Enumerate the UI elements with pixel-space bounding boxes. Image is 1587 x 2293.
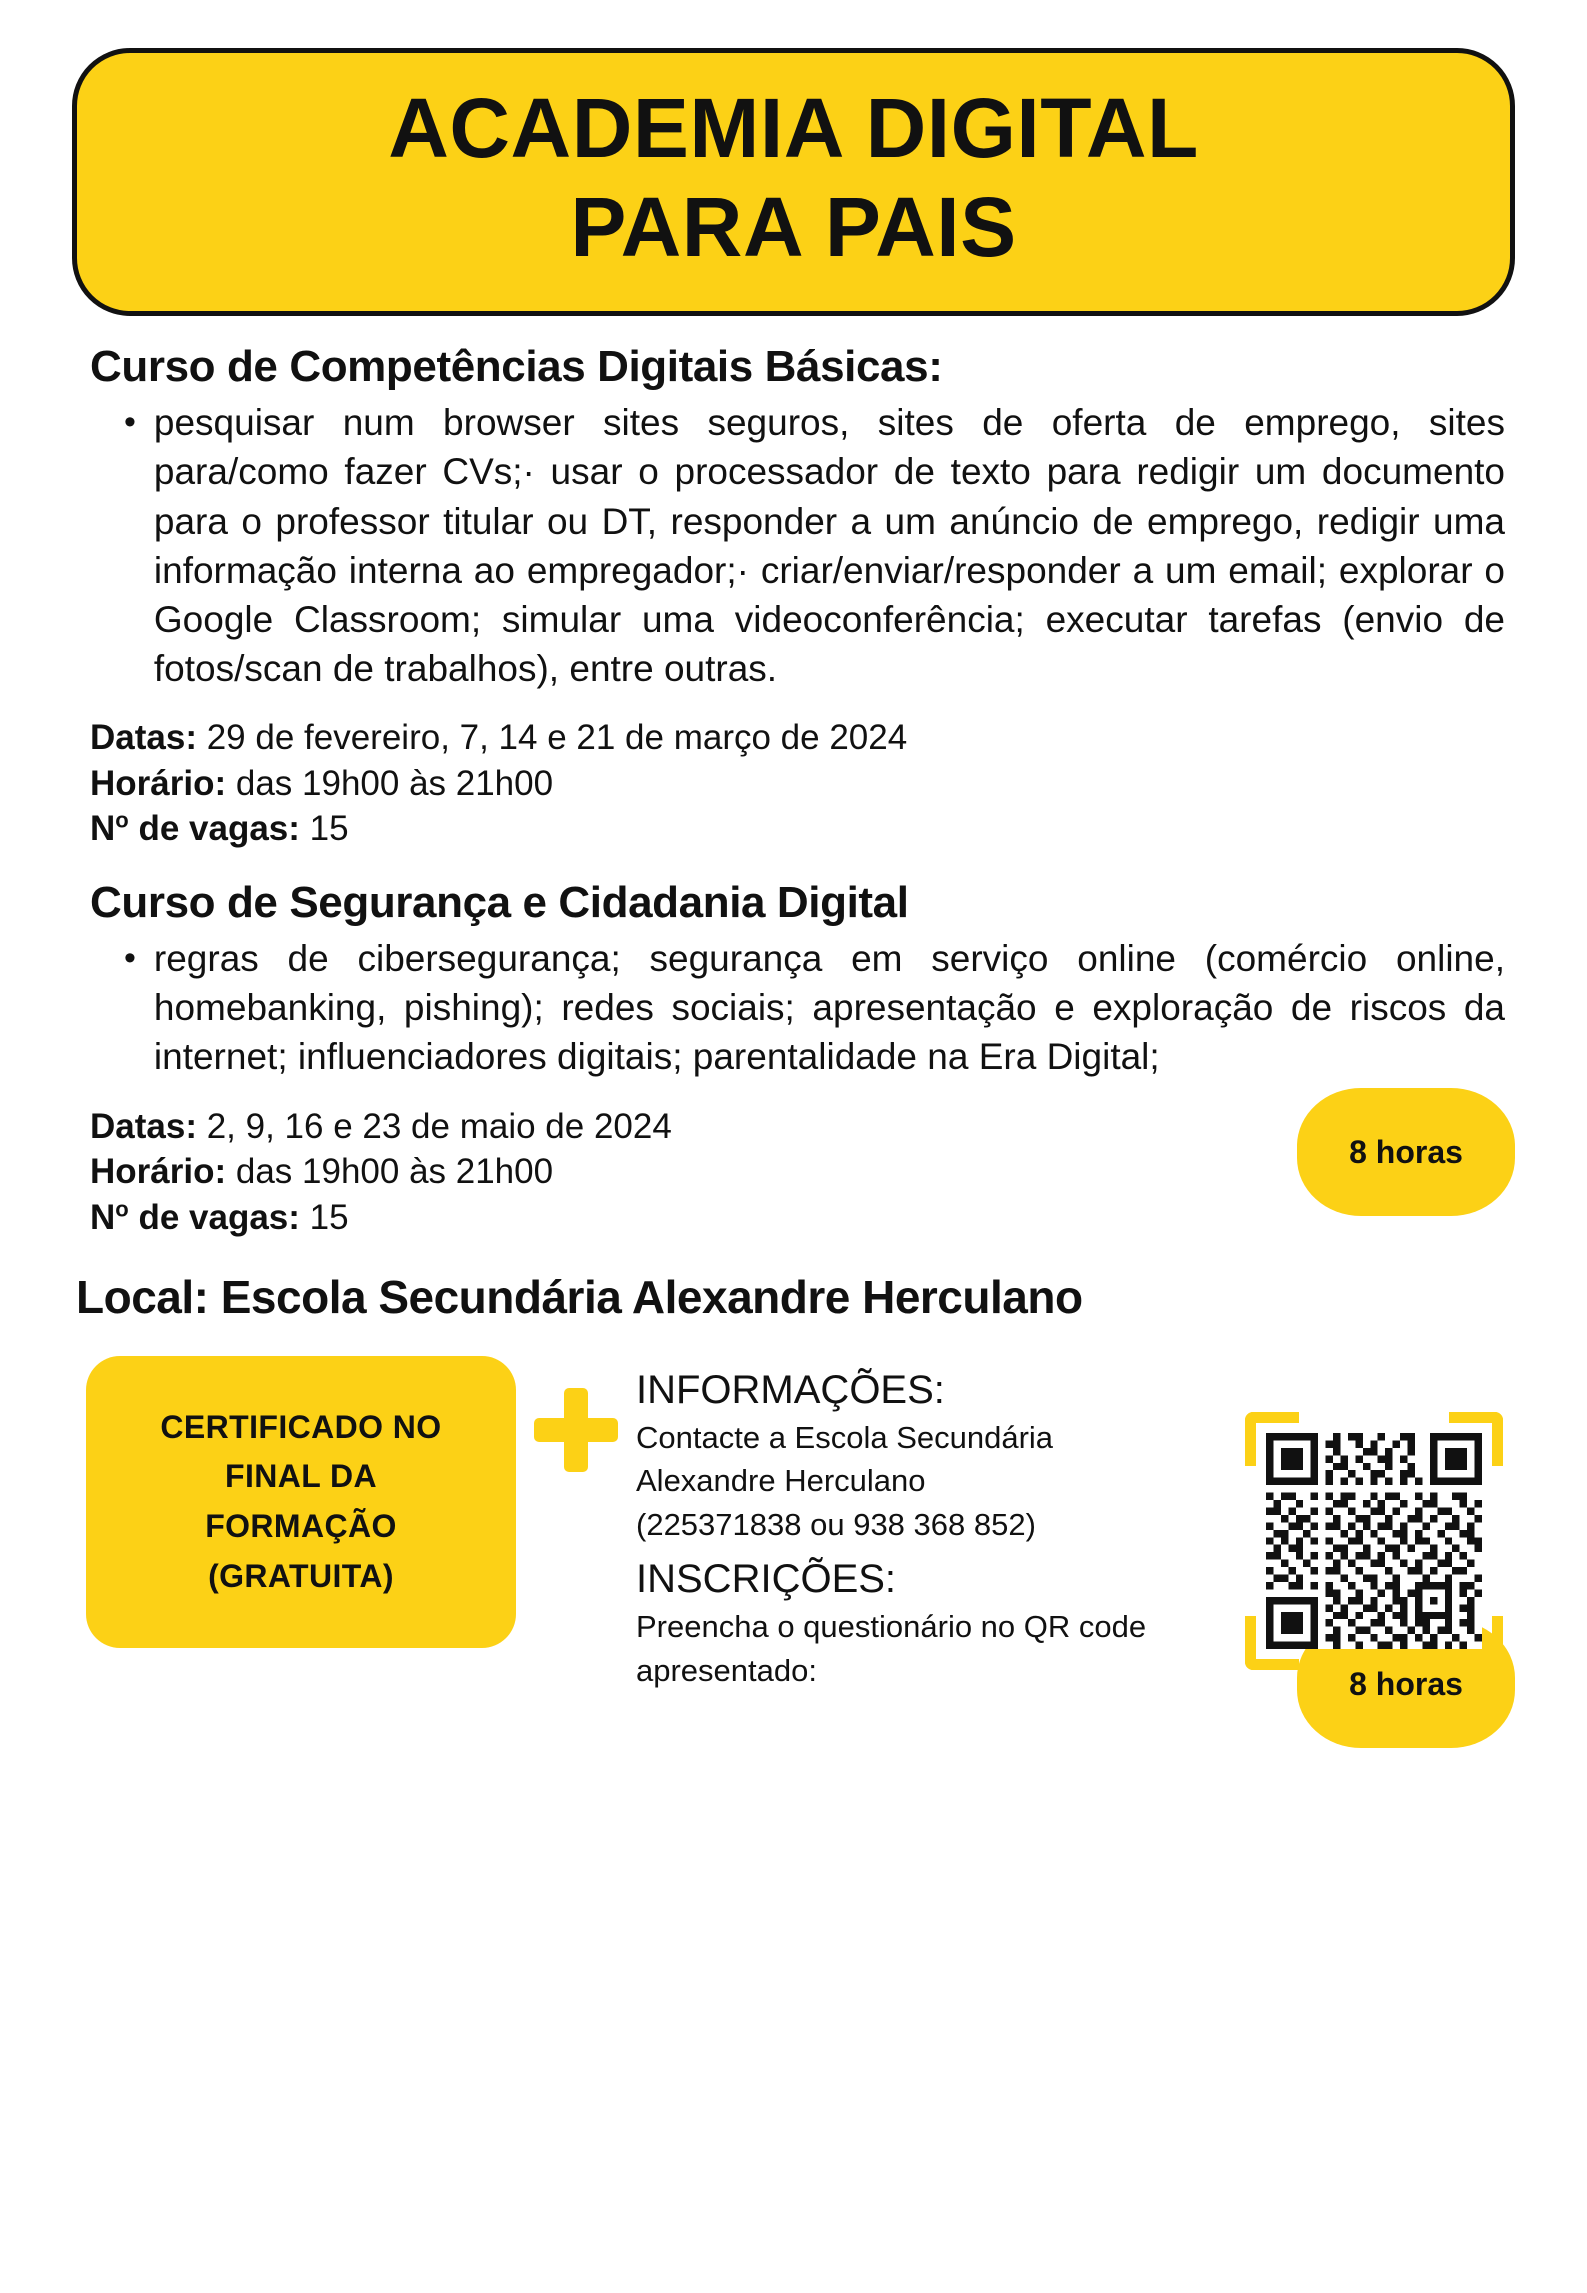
course-1-dates-label: Datas:: [90, 718, 197, 758]
course-2-vacancies-label-rest: de vagas:: [128, 1197, 300, 1237]
poster-page: [0, 48, 1587, 2293]
info-column: [636, 1356, 1235, 1691]
course-2-vacancies-value: 15: [309, 1197, 349, 1237]
course-1-vacancies-row: [90, 806, 1515, 852]
certificate-line-3: FORMAÇÃO: [205, 1508, 397, 1545]
course-1-schedule-label: Horário:: [90, 763, 227, 803]
course-1-vacancies-value: 15: [309, 809, 349, 849]
course-2-dates-value: 2, 9, 16 e 23 de maio de 2024: [206, 1106, 672, 1146]
certificate-line-1: CERTIFICADO NO: [160, 1408, 442, 1445]
signup-line-1: Preencha o questionário no QR code: [636, 1609, 1147, 1645]
qr-frame: [1245, 1412, 1503, 1670]
course-2-vacancies-row: [90, 1195, 1515, 1241]
certificate-line-4: (GRATUITA): [208, 1557, 394, 1594]
course-2-bullet: [124, 934, 1505, 1082]
course-1-vacancies-label-rest: de vagas:: [128, 809, 300, 849]
course-2-bullet-text: regras de cibersegurança; segurança em serviço online (comércio online, homebanking, pishing); redes sociais; apresentação e exploração de riscos da internet; influenciadores digitais; parentalidade na Era Digital;: [153, 937, 1505, 1078]
poster-title-banner: [72, 48, 1515, 316]
course-1-dates-row: [90, 715, 1515, 761]
info-line-1: Contacte a Escola Secundária: [636, 1419, 1054, 1455]
course-2-schedule-value: das 19h00 às 21h00: [235, 1152, 554, 1192]
course-1-details: [90, 715, 1515, 852]
qr-code-block[interactable]: [1245, 1412, 1515, 1670]
course-1-heading: Curso de Competências Digitais Básicas:: [90, 342, 943, 392]
certificate-line-2: FINAL DA: [225, 1458, 377, 1495]
course-1-dates-value: 29 de fevereiro, 7, 14 e 21 de março de 2024: [206, 718, 908, 758]
info-heading: INFORMAÇÕES:: [636, 1368, 945, 1413]
signup-heading: INSCRIÇÕES:: [636, 1557, 897, 1602]
bullet-dot-icon: •: [124, 403, 136, 442]
course-1-bullet: [124, 398, 1505, 693]
info-line-2: Alexandre Herculano: [636, 1463, 926, 1499]
course-1-schedule-row: [90, 761, 1515, 807]
signup-line-2: apresentado:: [636, 1652, 817, 1688]
plus-icon: [516, 1356, 636, 1476]
certificate-badge: [86, 1356, 516, 1648]
course-1-vacancies-label: N: [90, 809, 116, 849]
venue-line: Local: Escola Secundária Alexandre Herculano: [76, 1271, 1083, 1324]
course-1-schedule-value: das 19h00 às 21h00: [235, 763, 554, 803]
poster-title-line-1: ACADEMIA DIGITAL: [388, 81, 1199, 175]
course-2-vacancies-label-sup: o: [115, 1195, 129, 1221]
bullet-dot-icon: •: [124, 938, 136, 977]
course-2-dates-label: Datas:: [90, 1106, 197, 1146]
course-1-bullet-text: pesquisar num browser sites seguros, sites de oferta de emprego, sites para/como fazer CVs;· usar o processador de texto para redigir um documento para o professor titular ou DT, responder a um anúncio de emprego, redigir uma informação interna ao empregador;· criar/enviar/responder a um email; explorar o Google Classroom; simular uma videoconferência; executar tarefas (envio de fotos/scan de trabalhos), entre outras.: [153, 402, 1505, 690]
course-2-vacancies-label: N: [90, 1197, 116, 1237]
course-1-vacancies-label-sup: o: [115, 807, 129, 833]
info-phone-line: (225371838 ou 938 368 852): [636, 1506, 1036, 1542]
poster-footer: [72, 1356, 1515, 1691]
poster-title-line-2: PARA PAIS: [570, 180, 1017, 275]
course-1-hours-badge: 8 horas: [1297, 1088, 1515, 1216]
qr-code-icon[interactable]: [1266, 1433, 1482, 1649]
course-2-heading: Curso de Segurança e Cidadania Digital: [90, 877, 909, 927]
course-2-hours-badge: 8 horas: [1297, 1620, 1515, 1748]
course-2-schedule-label: Horário:: [90, 1152, 227, 1192]
